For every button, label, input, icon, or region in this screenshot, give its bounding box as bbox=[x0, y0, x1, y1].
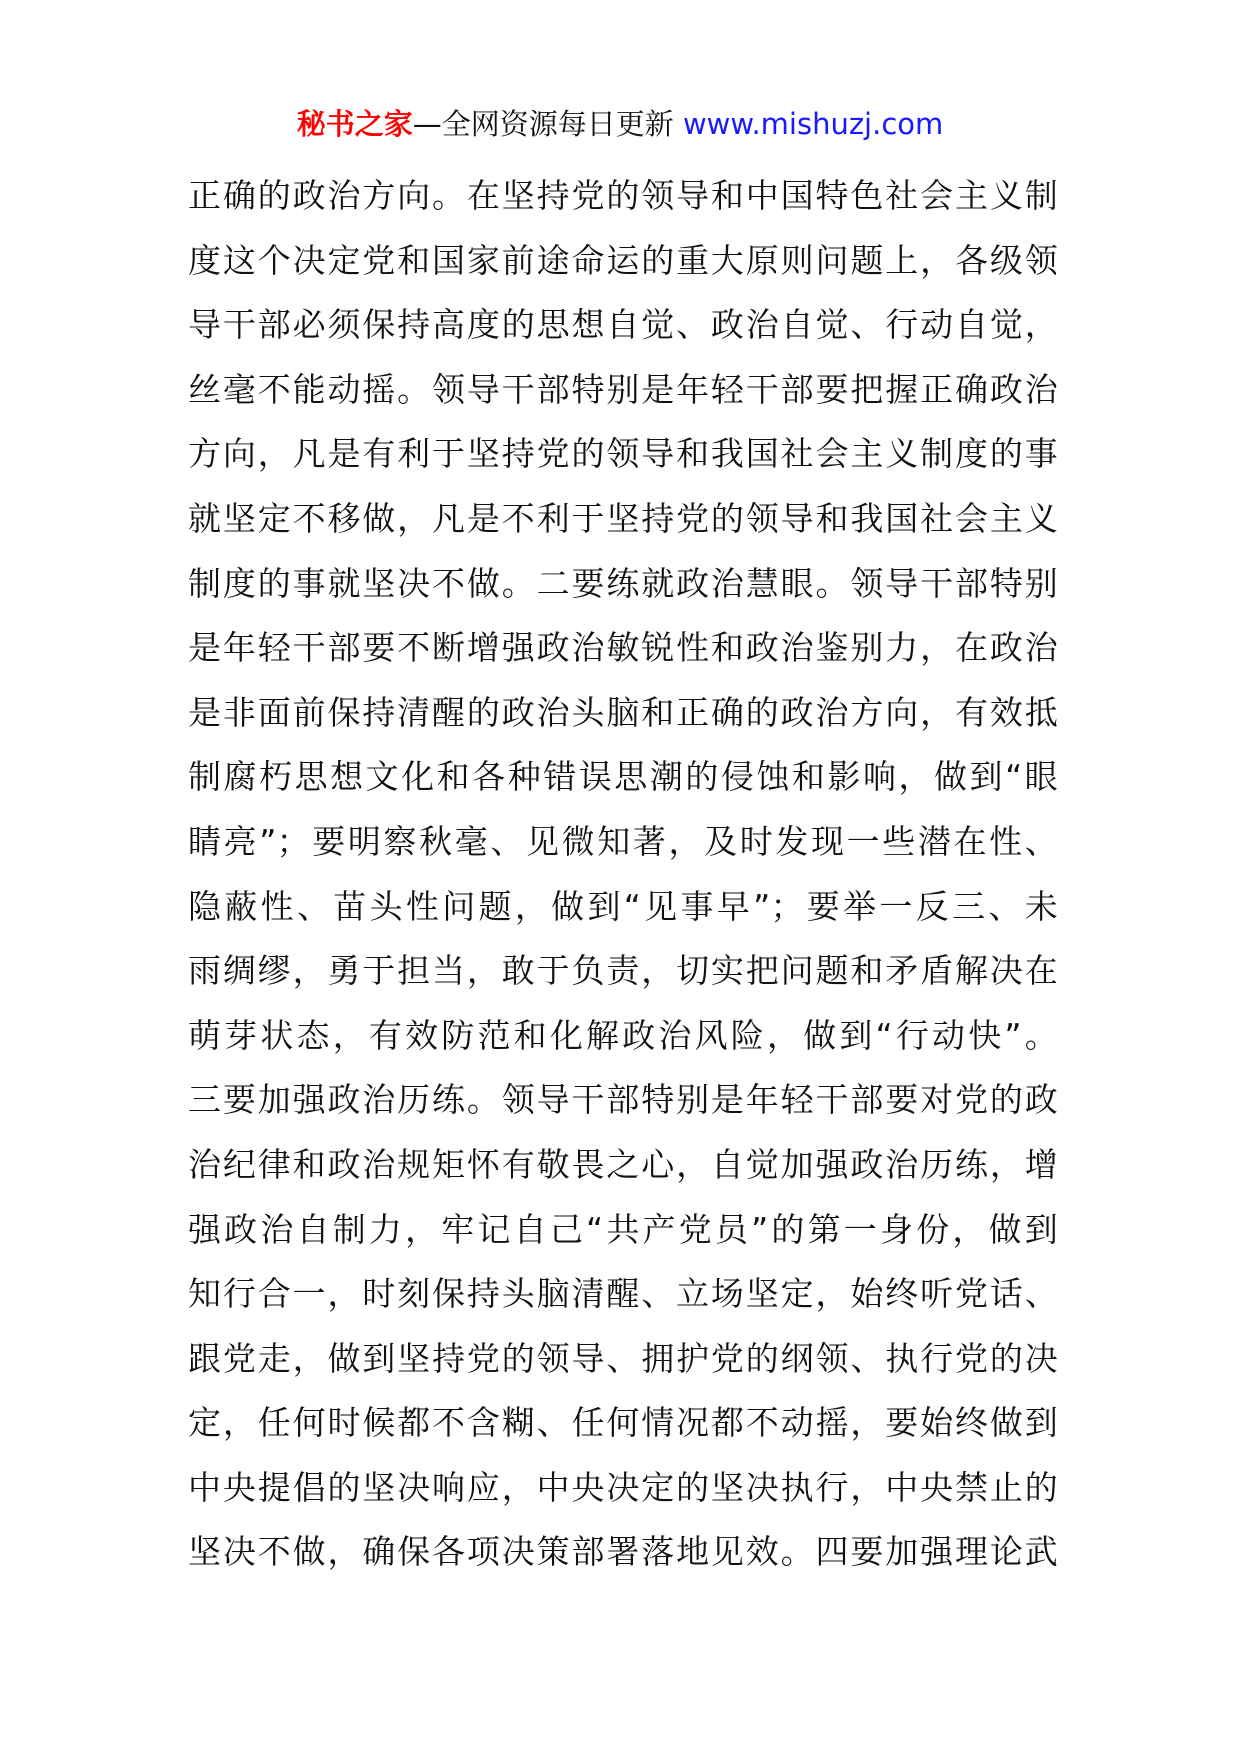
text-line: 是非面前保持清醒的政治头脑和正确的政治方向，有效抵 bbox=[188, 692, 1058, 732]
text-line: 方向，凡是有利于坚持党的领导和我国社会主义制度的事 bbox=[188, 434, 1058, 474]
text-line: 知行合一，时刻保持头脑清醒、立场坚定，始终听党话、 bbox=[188, 1274, 1058, 1314]
page-header bbox=[0, 104, 1240, 144]
text-line: 正确的政治方向。在坚持党的领导和中国特色社会主义制 bbox=[188, 176, 1058, 215]
text-line: 制腐朽思想文化和各种错误思潮的侵蚀和影响，做到“眼 bbox=[188, 757, 1058, 797]
text-line: 度这个决定党和国家前途命运的重大原则问题上，各级领 bbox=[188, 240, 1058, 280]
text-line: 导干部必须保持高度的思想自觉、政治自觉、行动自觉， bbox=[188, 305, 1058, 345]
text-line: 就坚定不移做，凡是不利于坚持党的领导和我国社会主义 bbox=[188, 498, 1058, 538]
header-site-link[interactable]: www.mishuzj.com bbox=[682, 107, 944, 141]
text-line: 坚决不做，确保各项决策部署落地见效。四要加强理论武 bbox=[188, 1532, 1058, 1572]
header-tagline: —全网资源每日更新 bbox=[412, 107, 683, 141]
text-line: 跟党走，做到坚持党的领导、拥护党的纲领、执行党的决 bbox=[188, 1338, 1058, 1378]
text-line: 治纪律和政治规矩怀有敬畏之心，自觉加强政治历练，增 bbox=[188, 1144, 1058, 1184]
text-line: 三要加强政治历练。领导干部特别是年轻干部要对党的政 bbox=[188, 1080, 1058, 1120]
header-brand: 秘书之家 bbox=[296, 107, 413, 141]
text-line: 雨绸缪，勇于担当，敢于负责，切实把问题和矛盾解决在 bbox=[188, 951, 1058, 991]
text-line: 中央提倡的坚决响应，中央决定的坚决执行，中央禁止的 bbox=[188, 1467, 1058, 1507]
text-line: 丝毫不能动摇。领导干部特别是年轻干部要把握正确政治 bbox=[188, 369, 1058, 409]
text-line: 定，任何时候都不含糊、任何情况都不动摇，要始终做到 bbox=[188, 1403, 1058, 1443]
text-line: 是年轻干部要不断增强政治敏锐性和政治鉴别力，在政治 bbox=[188, 628, 1058, 668]
text-line: 强政治自制力，牢记自己“共产党员”的第一身份，做到 bbox=[188, 1209, 1058, 1249]
body-text bbox=[188, 164, 1058, 1585]
text-line: 睛亮”；要明察秋毫、见微知著，及时发现一些潜在性、 bbox=[188, 821, 1058, 861]
text-line: 制度的事就坚决不做。二要练就政治慧眼。领导干部特别 bbox=[188, 563, 1058, 603]
text-line: 隐蔽性、苗头性问题，做到“见事早”；要举一反三、未 bbox=[188, 886, 1058, 926]
text-line: 萌芽状态，有效防范和化解政治风险，做到“行动快”。 bbox=[188, 1015, 1058, 1055]
